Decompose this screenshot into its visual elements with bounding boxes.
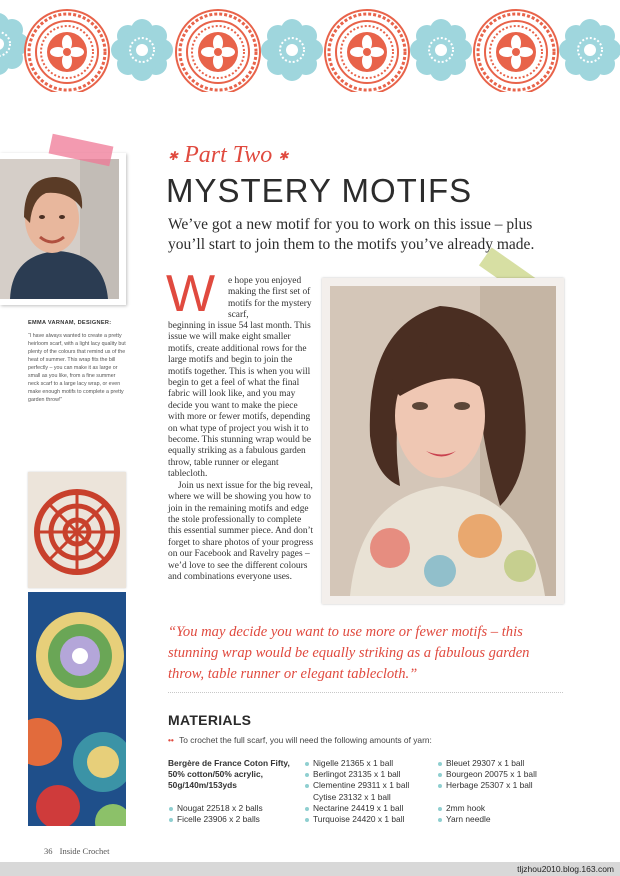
model-photo-frame bbox=[322, 278, 564, 604]
teal-flower-icon bbox=[410, 19, 472, 81]
body-text bbox=[168, 321, 314, 583]
bullet-icon bbox=[169, 818, 173, 822]
list-item: Bourgeon 20075 x 1 ball bbox=[437, 769, 567, 780]
model-photo bbox=[330, 286, 556, 596]
list-item: Yarn needle bbox=[437, 814, 567, 825]
list-item: Berlingot 23135 x 1 ball bbox=[304, 769, 434, 780]
page-footer bbox=[44, 846, 109, 856]
bullet-icon bbox=[305, 762, 309, 766]
materials-column-2 bbox=[304, 758, 434, 825]
watermark: tljzhou2010.blog.163.com bbox=[517, 864, 614, 874]
materials-intro-text: To crochet the full scarf, you will need the following amounts of yarn: bbox=[179, 735, 432, 745]
list-item: Bleuet 29307 x 1 ball bbox=[437, 758, 567, 769]
teal-flower-icon bbox=[261, 19, 323, 81]
flower-border bbox=[0, 0, 620, 92]
arrow-icon: •• bbox=[168, 735, 174, 745]
list-item: Nougat 22518 x 2 balls bbox=[168, 803, 298, 814]
magazine-name: Inside Crochet bbox=[59, 846, 110, 856]
page-number: 36 bbox=[44, 846, 53, 856]
body-paragraph-2: Join us next issue for the big reveal, where we will be showing you how to join in the remaining motifs and edge the stole professionally to complete this essential summer piece. And don’t forget to share photos of your progress on our Facebook and Ravelry pages – we’d love to see the different colours and combinations everyone uses. bbox=[168, 480, 314, 582]
motif-photo-red bbox=[28, 472, 126, 588]
bullet-icon bbox=[305, 784, 309, 788]
list-item: Ficelle 23906 x 2 balls bbox=[168, 814, 298, 825]
drop-cap: W bbox=[166, 265, 216, 323]
materials-column-1 bbox=[168, 758, 298, 825]
star-icon: ✱ bbox=[168, 148, 179, 163]
coral-flower-icon bbox=[474, 10, 558, 92]
designer-photo bbox=[0, 153, 126, 305]
bullet-icon bbox=[169, 807, 173, 811]
list-item: Herbage 25307 x 1 ball bbox=[437, 780, 567, 791]
star-icon: ✱ bbox=[278, 148, 289, 163]
part-text: Part Two bbox=[184, 142, 273, 168]
designer-name: EMMA VARNAM, DESIGNER: bbox=[28, 320, 112, 326]
body-paragraph-1: beginning in issue 54 last month. This issue we will make eight smaller motifs, create additional rows for the large motifs and begin to join the motifs together. This is when you will begin to get a feel of what the final fabric will look like, and you may decide you want to make the piece with more or fewer motifs, depending on what type of project you wish it to become. This stunning wrap would be equally striking as a fabulous garden throw, table runner or elegant tablecloth. bbox=[168, 321, 312, 480]
bullet-icon bbox=[438, 807, 442, 811]
list-item: Clementine 29311 x 1 ball bbox=[304, 780, 434, 791]
bullet-icon bbox=[438, 762, 442, 766]
bullet-icon bbox=[438, 818, 442, 822]
teal-flower-icon bbox=[111, 19, 173, 81]
materials-intro bbox=[168, 735, 432, 745]
coral-flower-icon bbox=[176, 10, 260, 92]
model-portrait bbox=[330, 286, 556, 596]
teal-flower-icon bbox=[0, 13, 29, 75]
page-title: MYSTERY MOTIFS bbox=[166, 172, 473, 209]
list-item: Nigelle 21365 x 1 ball bbox=[304, 758, 434, 769]
teal-flower-icon bbox=[559, 19, 620, 81]
list-item: Cytise 23132 x 1 ball bbox=[313, 791, 391, 802]
coral-flower-icon bbox=[25, 10, 109, 92]
bullet-icon bbox=[305, 773, 309, 777]
designer-portrait bbox=[0, 159, 119, 299]
red-motif-image bbox=[28, 472, 126, 588]
blanket-motif-image bbox=[28, 592, 126, 826]
designer-quote: “I have always wanted to create a pretty heirloom scarf, with a light lacy quality but plenty of the colours that remind us of the heat of summer. This wrap fits the bill perfectly – you can make it as large or small as you like, from a fine summer neck scarf to a large lacy wrap, or even make enough motifs to complete a pretty garden throw!” bbox=[28, 333, 126, 403]
bullet-icon bbox=[438, 773, 442, 777]
materials-column-3 bbox=[437, 758, 567, 825]
yarn-spec: Bergère de France Coton Fifty, 50% cotton/50% acrylic, 50g/140m/153yds bbox=[168, 758, 290, 791]
materials-title: MATERIALS bbox=[168, 712, 252, 728]
coral-flower-icon bbox=[325, 10, 409, 92]
pull-quote: “You may decide you want to use more or fewer motifs – this stunning wrap would be equally striking as a fabulous garden throw, table runner or elegant tablecloth.” bbox=[168, 624, 530, 682]
part-label bbox=[168, 142, 288, 169]
bullet-icon bbox=[438, 784, 442, 788]
list-item: 2mm hook bbox=[437, 803, 567, 814]
bullet-icon bbox=[305, 807, 309, 811]
intro-text: We’ve got a new motif for you to work on this issue – plus you’ll start to join them to the motifs you’ve already made. bbox=[168, 216, 535, 253]
list-item: Turquoise 24420 x 1 ball bbox=[304, 814, 434, 825]
list-item: Nectarine 24419 x 1 ball bbox=[304, 803, 434, 814]
body-lead: e hope you enjoyed making the first set of motifs for the mystery scarf, bbox=[228, 276, 312, 320]
divider bbox=[168, 692, 563, 693]
bullet-icon bbox=[305, 818, 309, 822]
motif-photo-blanket bbox=[28, 592, 126, 826]
